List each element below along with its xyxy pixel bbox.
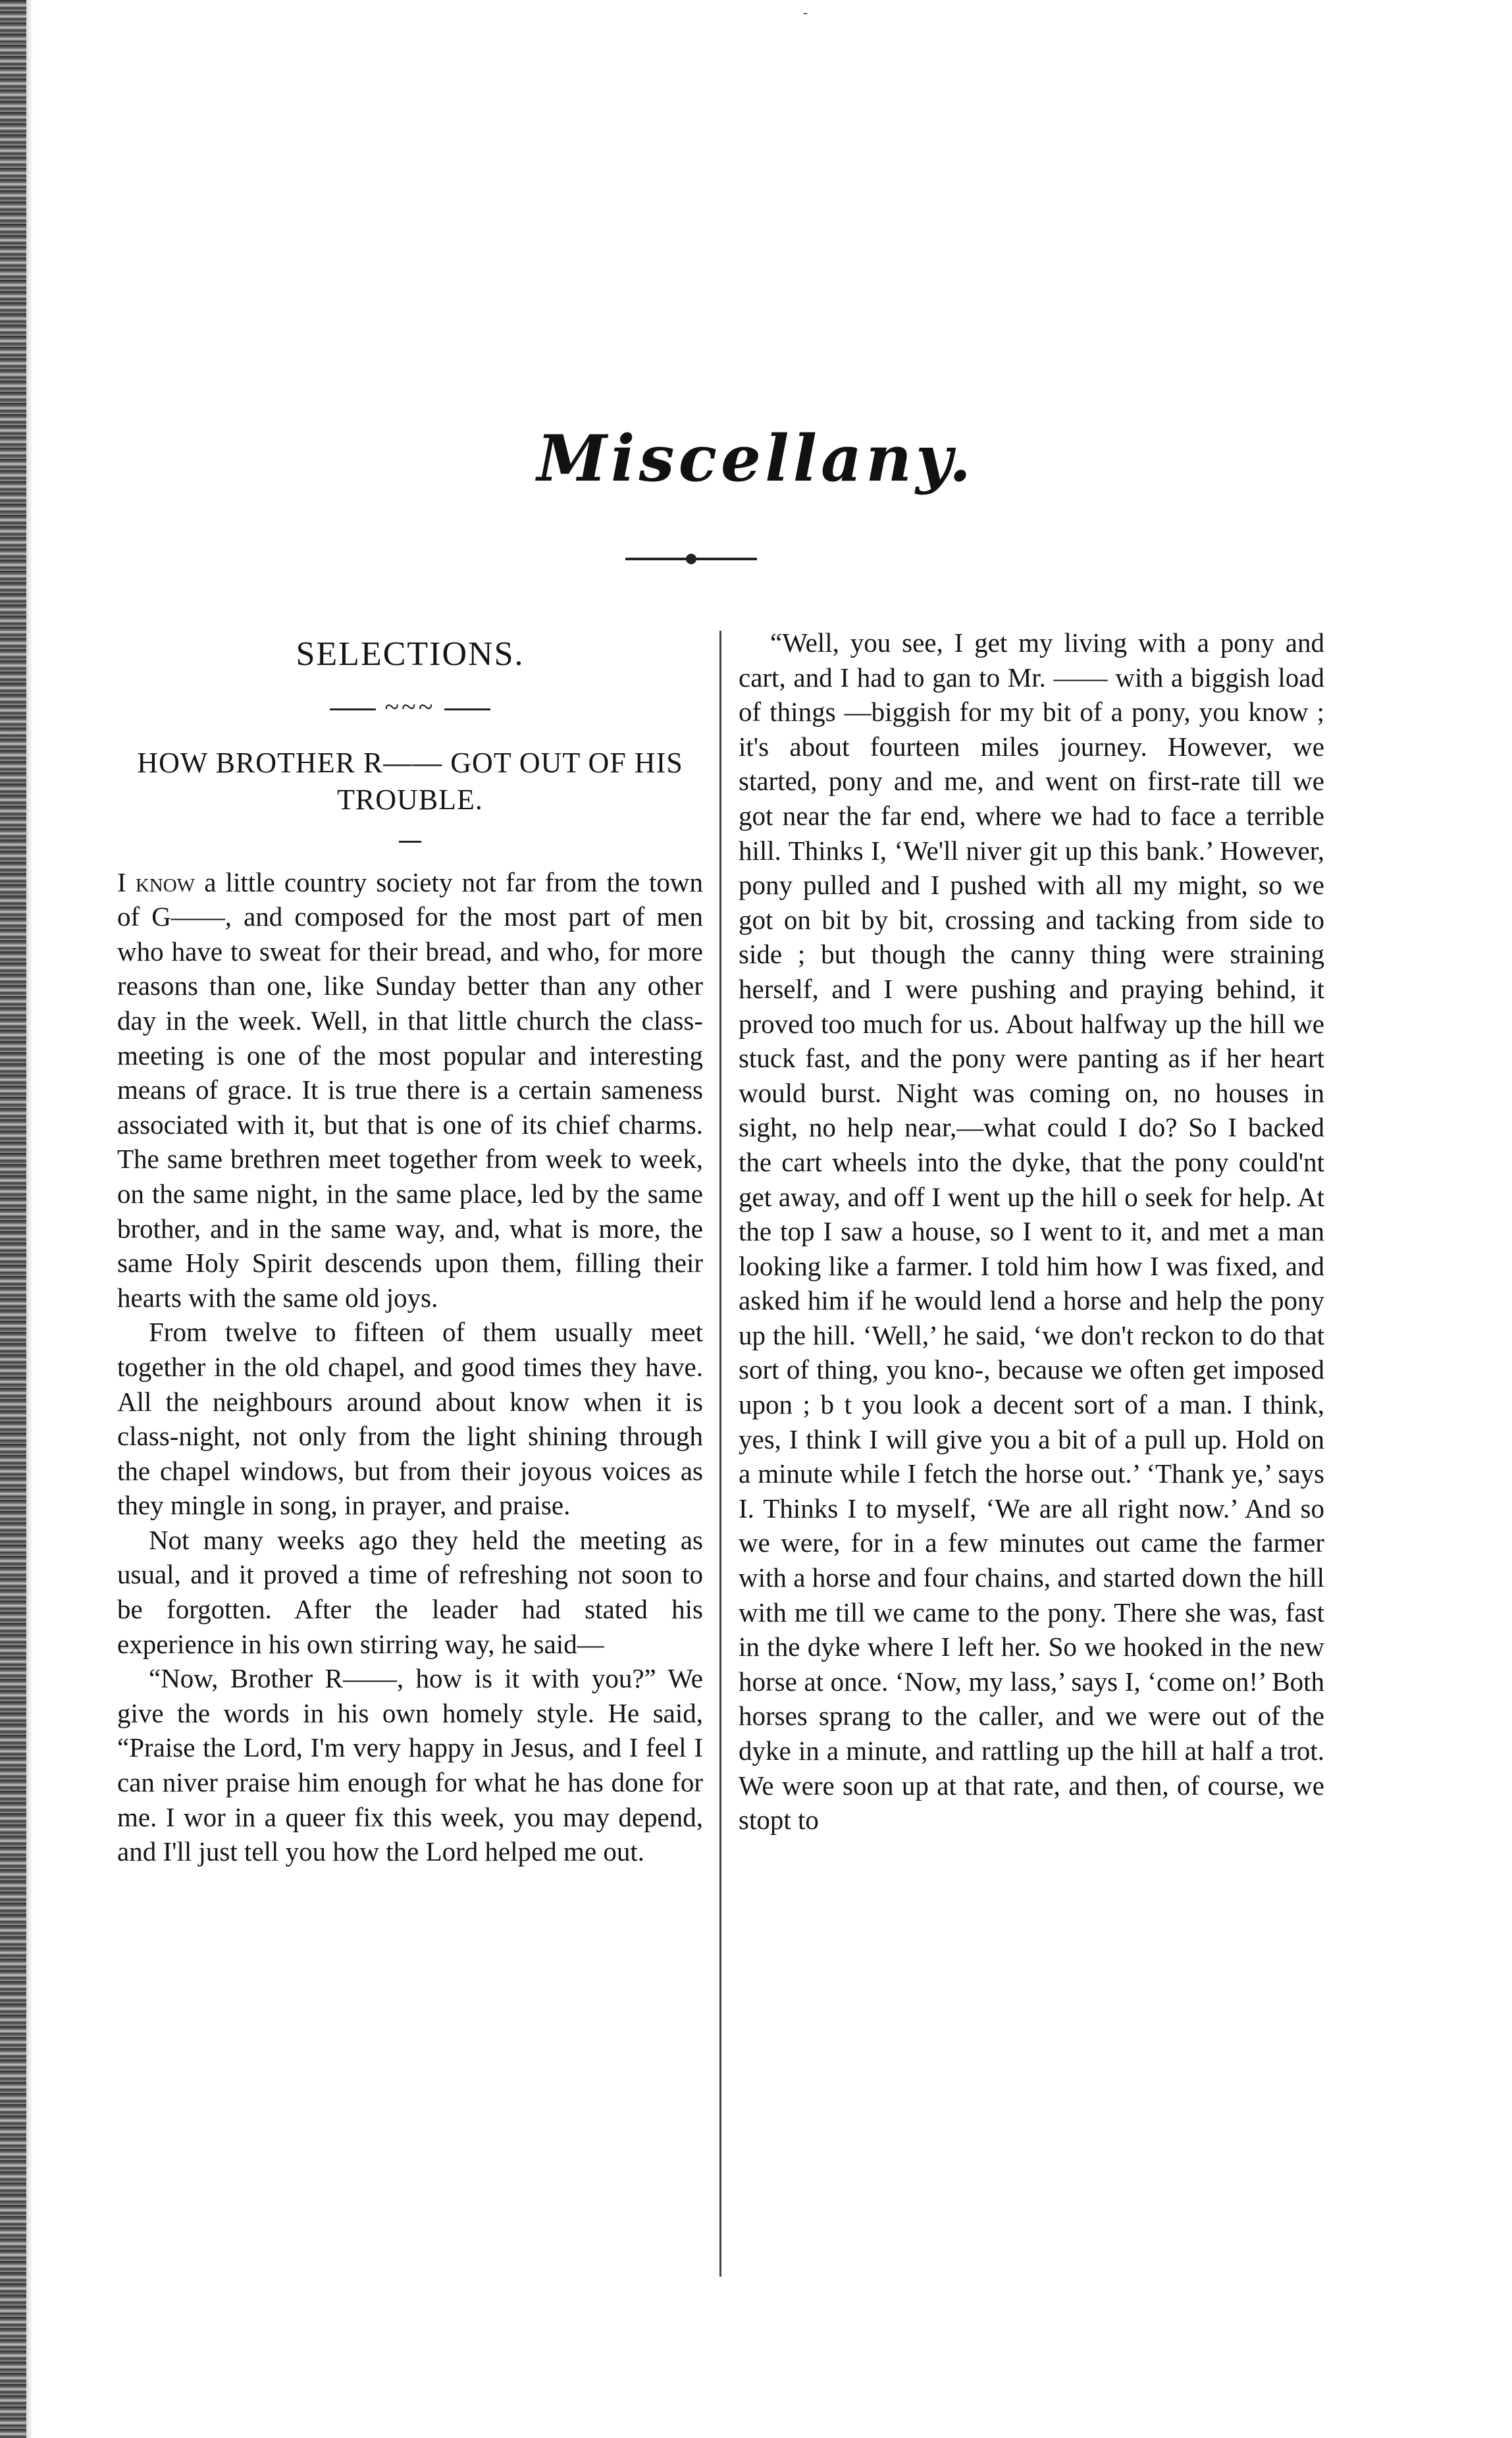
paragraph-1 [117,865,703,1315]
ornament-line-right [444,708,490,710]
section-title: Miscellany. [536,421,976,496]
paragraph-5: “Well, you see, I get my living with a pony and cart, and I had to gan to Mr. —— with a biggish load of things —biggish for my bit of a pony, you know ; it's about fourteen miles journey. However, we started, pony and me, and went on first-rate till we got near the far end, where we had to face a terrible hill. Thinks I, ‘We'll niver git up this bank.’ However, pony pulled and I pushed with all my might, so we got on bit by bit, crossing and tacking from side to side ; but though the canny thing were straining herself, and I were pushing and praying behind, it proved too much for us. About halfway up the hill we stuck fast, and the pony were panting as if her heart would burst. Night was coming on, no houses in sight, no help near,—what could I do? So I backed the cart wheels into the dyke, that the pony could'nt get away, and off I went up the hill o seek for help. At the top I saw a house, so I went to it, and met a man looking like a farmer. I told him how I was fixed, and asked him if he would lend a horse and help the pony up the hill. ‘Well,’ he said, ‘we don't reckon to do that sort of thing, you kno-, because we often get imposed upon ; b t you look a decent sort of a man. I think, yes, I think I will give you a bit of a pull up. Hold on a minute while I fetch the horse out.’ ‘Thank ye,’ says I. Thinks I to myself, ‘We are all right now.’ And so we were, for in a few minutes out came the farmer with a horse and four chains, and started down the hill with me till we came to the pony. There she was, fast in the dyke where I left her. So we hooked in the new horse at once. ‘Now, my lass,’ says I, ‘come on!’ Both horses sprang to the caller, and we were out of the dyke in a minute, and rattling up the hill at half a trot. We were soon up at that rate, and then, of course, we stopt to [739,627,1324,1836]
paragraph-4: “Now, Brother R——, how is it with you?” We give the words in his own homely style. He said, “Praise the Lord, I'm very happy in Jesus, and I feel I can niver praise him enough for what he has done for me. I wor in a queer fix this week, you may depend, and I'll just tell you how the Lord helped me out. [117,1663,703,1867]
column-divider [719,631,721,2277]
paragraph-2: From twelve to fifteen of them usually meet together in the old chapel, and good times they have. All the neighbours around about know when it is class-night, not only from the light shining through the chapel windows, but from their joyous voices as they mingle in song, in prayer, and praise. [117,1317,703,1521]
page-binding-edge [0,0,26,2438]
paragraph-1-body: a little country society not far from the town of G——, and composed for the most part of men who have to sweat for their bread, and who, for more reasons than one, like Sunday better than any other day in the week. Well, in that little church the class-meeting is one of the most popular and interesting means of grace. It is true there is a certain sameness associated with it, but that is one of its chief charms. The same brethren meet together from week to week, on the same night, in the same place, led by the same brother, and in the same way, and, what is more, the same Holy Spirit descends upon them, filling their hearts with the same old joys. [117,866,703,1313]
title-rule [625,558,757,560]
paragraph-3: Not many weeks ago they held the meeting as usual, and it proved a time of refreshing not soon to be forgotten. After the leader had stated his experience in his own stirring way, he said— [117,1524,703,1659]
heading-ornament [117,690,703,725]
selections-heading: SELECTIONS. [296,635,525,673]
ornament-line-left [330,708,376,710]
paragraph-1-lead: I know [117,866,196,897]
article-title: HOW BROTHER R—— GOT OUT OF HIS TROUBLE. [137,746,683,816]
left-column [117,625,703,2311]
top-mark: - [803,4,808,20]
ornament-flourish: ~~~ [384,692,436,722]
right-column [739,625,1324,2311]
title-rule-dot [686,554,696,564]
article-title-rule [399,841,421,843]
